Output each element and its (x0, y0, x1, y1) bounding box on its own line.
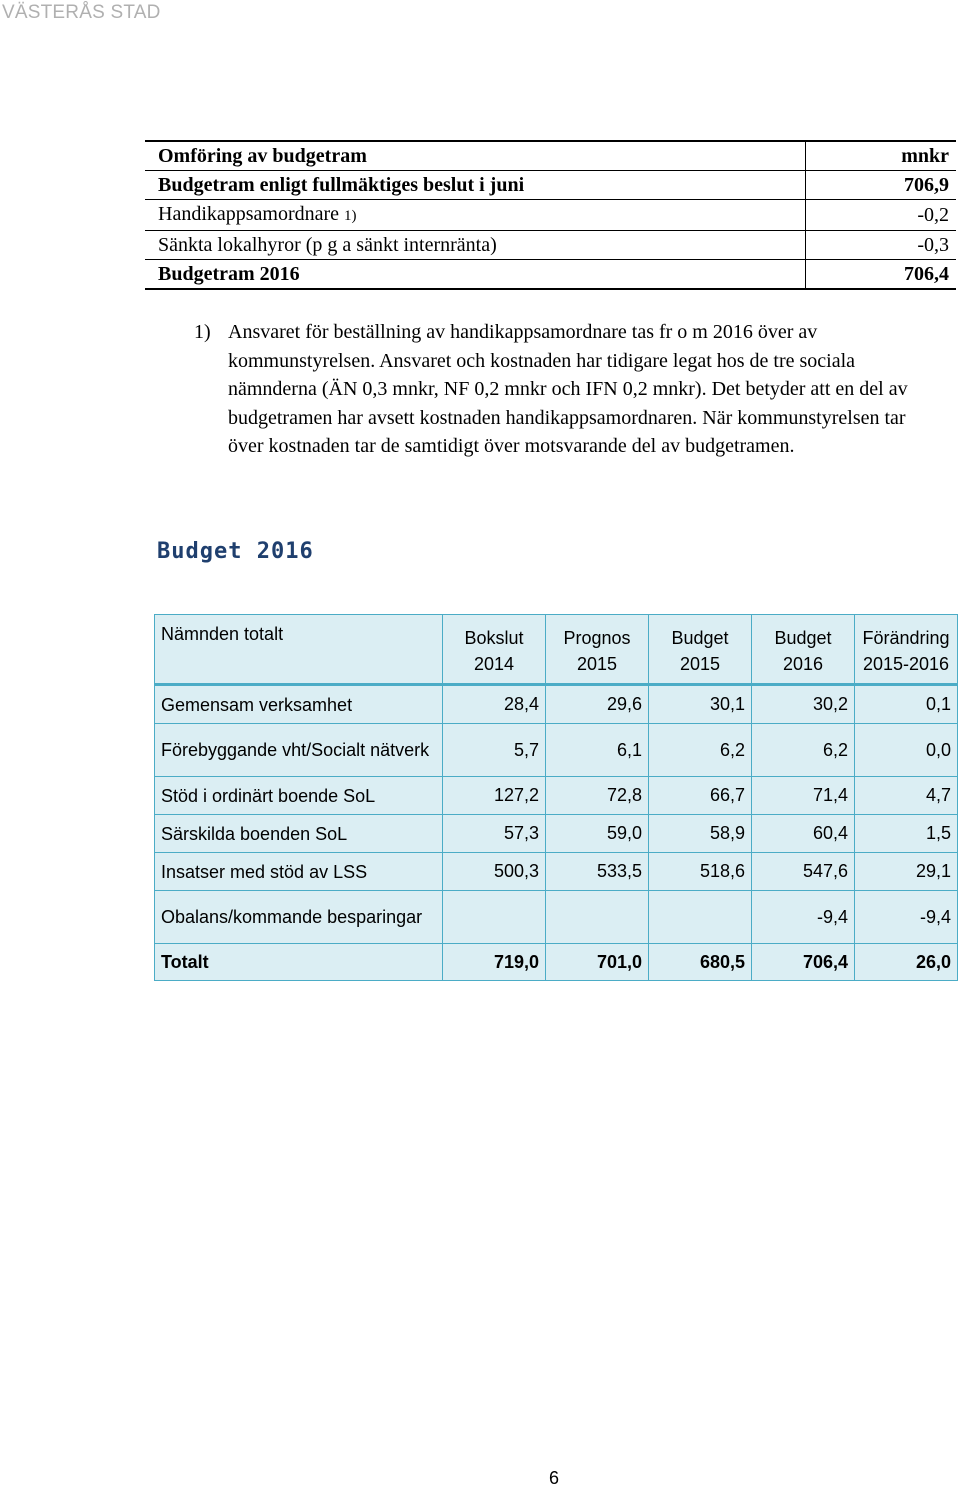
cell-value: 30,2 (752, 685, 855, 724)
row-label: Gemensam verksamhet (155, 685, 443, 724)
table-row (155, 724, 958, 777)
header-budget-2016: Budget 2016 (752, 615, 855, 685)
total-value: 706,4 (752, 944, 855, 981)
cell-value: 6,1 (546, 724, 649, 777)
table-row (155, 853, 958, 891)
row-value: -0,2 (806, 200, 957, 231)
row-value: -0,3 (806, 231, 957, 260)
total-value: 26,0 (855, 944, 958, 981)
row-value: 706,9 (806, 171, 957, 200)
budget-table (154, 614, 958, 981)
cell-value: 127,2 (443, 777, 546, 815)
section-title: Budget 2016 (157, 539, 314, 564)
cell-value: -9,4 (855, 891, 958, 944)
total-value: 701,0 (546, 944, 649, 981)
total-value: 680,5 (649, 944, 752, 981)
cell-value: 57,3 (443, 815, 546, 853)
header-forandring: Förändring 2015-2016 (855, 615, 958, 685)
cell-value: 533,5 (546, 853, 649, 891)
transfer-title: Omföring av budgetram (145, 141, 806, 171)
organization-header: VÄSTERÅS STAD (2, 2, 161, 23)
table-row (155, 777, 958, 815)
table-row (155, 891, 958, 944)
cell-value: 59,0 (546, 815, 649, 853)
cell-value: 547,6 (752, 853, 855, 891)
row-label: Förebyggande vht/Socialt nätverk (155, 724, 443, 777)
cell-value: 518,6 (649, 853, 752, 891)
footnote (194, 318, 934, 461)
page-number: 6 (549, 1468, 560, 1488)
cell-value: 29,6 (546, 685, 649, 724)
cell-value: 71,4 (752, 777, 855, 815)
header-budget-2015: Budget 2015 (649, 615, 752, 685)
table-row (155, 685, 958, 724)
header-label: Nämnden totalt (155, 615, 443, 685)
total-label: Budgetram 2016 (145, 260, 806, 290)
cell-value: 4,7 (855, 777, 958, 815)
header-bokslut-2014: Bokslut 2014 (443, 615, 546, 685)
cell-value (443, 891, 546, 944)
cell-value: 1,5 (855, 815, 958, 853)
cell-value: 29,1 (855, 853, 958, 891)
total-value: 719,0 (443, 944, 546, 981)
cell-value: 28,4 (443, 685, 546, 724)
table-total-row (155, 944, 958, 981)
cell-value: 6,2 (649, 724, 752, 777)
table-row (145, 200, 956, 231)
table-header-row (155, 615, 958, 685)
total-label: Totalt (155, 944, 443, 981)
total-value: 706,4 (806, 260, 957, 290)
table-row (145, 141, 956, 171)
cell-value: 6,2 (752, 724, 855, 777)
row-label: Sänkta lokalhyror (p g a sänkt internränta) (145, 231, 806, 260)
cell-value: 58,9 (649, 815, 752, 853)
cell-value: 500,3 (443, 853, 546, 891)
row-label: Handikappsamordnare 1) (145, 200, 806, 231)
footnote-text: Ansvaret för beställning av handikappsamordnare tas fr o m 2016 över av kommunstyrelsen. Ansvaret och kostnaden har tidigare legat hos de tre sociala nämnderna (ÄN 0,3 mnkr, NF 0,2 mnkr och IFN 0,2 mnkr). Det betyder att en del av budgetramen har avsett kostnaden handikappsamordnaren. När kommunstyrelsen tar över kostnaden tar de samtidigt över motsvarande del av budgetramen. (228, 321, 908, 457)
cell-value (649, 891, 752, 944)
cell-value: 30,1 (649, 685, 752, 724)
cell-value: 5,7 (443, 724, 546, 777)
footnote-marker: 1) (194, 321, 211, 343)
cell-value: -9,4 (752, 891, 855, 944)
cell-value: 72,8 (546, 777, 649, 815)
cell-value: 60,4 (752, 815, 855, 853)
header-prognos-2015: Prognos 2015 (546, 615, 649, 685)
budget-transfer-table (145, 140, 956, 290)
row-label: Obalans/kommande besparingar (155, 891, 443, 944)
cell-value: 0,0 (855, 724, 958, 777)
row-label: Insatser med stöd av LSS (155, 853, 443, 891)
footnote-ref: 1) (344, 208, 357, 224)
cell-value: 66,7 (649, 777, 752, 815)
cell-value: 0,1 (855, 685, 958, 724)
table-row (145, 231, 956, 260)
row-label: Särskilda boenden SoL (155, 815, 443, 853)
unit-label: mnkr (806, 141, 957, 171)
table-row (145, 260, 956, 290)
cell-value (546, 891, 649, 944)
row-label: Stöd i ordinärt boende SoL (155, 777, 443, 815)
row-label: Budgetram enligt fullmäktiges beslut i juni (145, 171, 806, 200)
table-row (145, 171, 956, 200)
table-row (155, 815, 958, 853)
